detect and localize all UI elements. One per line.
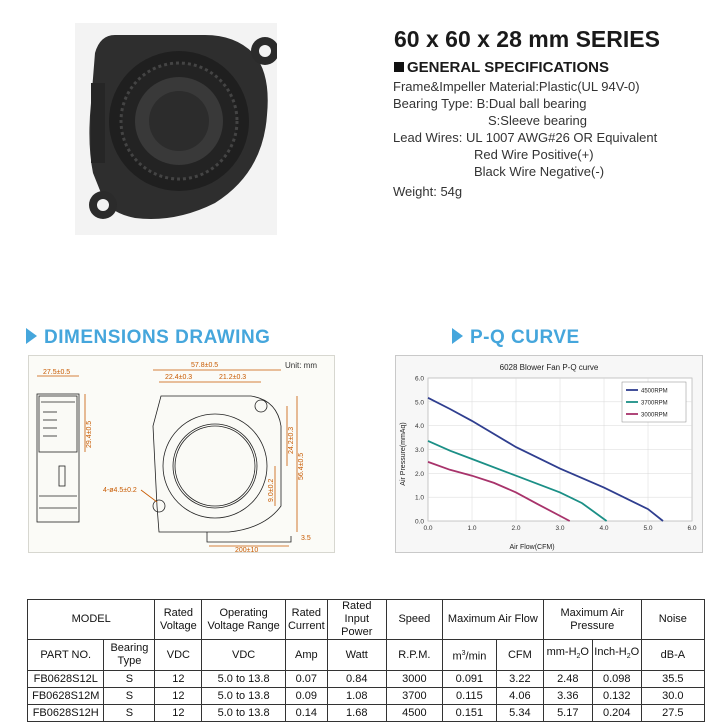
x-tick-label: 1.0 xyxy=(467,525,477,532)
cell-cfm: 4.06 xyxy=(496,688,543,705)
cell-range: 5.0 to 13.8 xyxy=(202,688,286,705)
cell-bearing: S xyxy=(104,671,155,688)
cell-part-no: FB0628S12L xyxy=(28,671,104,688)
cell-m3min: 0.115 xyxy=(442,688,496,705)
table-header-row xyxy=(28,600,705,640)
pq-chart xyxy=(395,355,703,553)
cell-noise: 27.5 xyxy=(641,705,704,722)
dim-wire-strip: 3.5 xyxy=(301,535,311,542)
dim-right-span: 21.2±0.3 xyxy=(219,374,247,381)
dim-side-height: 29.4±0.5 xyxy=(86,420,93,448)
general-specs-heading xyxy=(394,59,609,76)
cell-current: 0.09 xyxy=(285,688,327,705)
dim-right-total: 56.4±0.5 xyxy=(298,452,305,480)
y-tick-label: 3.0 xyxy=(414,447,424,454)
y-tick-label: 4.0 xyxy=(414,423,424,431)
chart-title: 6028 Blower Fan P-Q curve xyxy=(499,363,599,372)
pq-heading xyxy=(452,327,580,349)
cell-speed: 4500 xyxy=(386,705,442,722)
product-photo xyxy=(75,23,277,235)
th-unit-dba: dB-A xyxy=(641,640,704,671)
th-unit-vdc: VDC xyxy=(155,640,202,671)
cell-voltage: 12 xyxy=(155,671,202,688)
th-unit-vdc-range: VDC xyxy=(202,640,286,671)
spec-black-wire: Black Wire Negative(-) xyxy=(474,164,605,179)
th-unit-mmh2o: $mm-H_2O$ xyxy=(543,640,592,671)
dim-lower: 9.0±0.2 xyxy=(268,478,275,502)
cell-power: 1.68 xyxy=(327,705,386,722)
x-tick-label: 2.0 xyxy=(511,525,521,532)
cell-power: 1.08 xyxy=(327,688,386,705)
th-operating-voltage: Operating Voltage Range xyxy=(202,600,286,640)
table-row xyxy=(28,671,705,688)
cell-inchh2o: 0.098 xyxy=(592,671,641,688)
spec-table xyxy=(27,599,705,722)
cell-m3min: 0.091 xyxy=(442,671,496,688)
table-unit-row xyxy=(28,640,705,671)
spec-frame: Frame&Impeller Material:Plastic(UL 94V-0) xyxy=(393,79,640,94)
x-tick-label: 5.0 xyxy=(643,525,653,532)
spec-weight: Weight: 54g xyxy=(393,184,463,199)
cell-speed: 3000 xyxy=(386,671,442,688)
y-tick-label: 1.0 xyxy=(414,494,424,502)
th-max-pressure: Maximum Air Pressure xyxy=(543,600,641,640)
dimensions-drawing xyxy=(28,355,335,553)
th-unit-cfm: CFM xyxy=(496,640,543,671)
pq-heading-label: P-Q CURVE xyxy=(470,327,580,348)
cell-mmh2o: 5.17 xyxy=(543,705,592,722)
dimensions-heading xyxy=(26,327,270,349)
legend-label: 3700RPM xyxy=(641,400,668,407)
cell-range: 5.0 to 13.8 xyxy=(202,671,286,688)
dim-wire-length: 200±10 xyxy=(235,547,259,552)
th-bearing-type: Bearing Type xyxy=(104,640,155,671)
legend-label: 3000RPM xyxy=(641,412,668,419)
cell-noise: 30.0 xyxy=(641,688,704,705)
cell-inchh2o: 0.204 xyxy=(592,705,641,722)
legend-label: 4500RPM xyxy=(641,388,668,395)
y-tick-label: 6.0 xyxy=(414,375,424,383)
cell-part-no: FB0628S12H xyxy=(28,705,104,722)
dim-right-a: 24.2±0.3 xyxy=(288,426,295,454)
th-unit-watt: Watt xyxy=(327,640,386,671)
cell-bearing: S xyxy=(104,688,155,705)
th-unit-m3min: $m^3/\min$ xyxy=(442,640,496,671)
cell-voltage: 12 xyxy=(155,688,202,705)
dim-side-width: 27.5±0.5 xyxy=(43,369,71,376)
dim-total-width: 57.8±0.5 xyxy=(191,362,219,369)
th-rated-power: Rated Input Power xyxy=(327,600,386,640)
th-unit-amp: Amp xyxy=(285,640,327,671)
pq-chart-svg xyxy=(396,356,702,552)
y-tick-label: 0.0 xyxy=(414,518,424,526)
cell-cfm: 5.34 xyxy=(496,705,543,722)
y-tick-label: 2.0 xyxy=(414,470,424,478)
th-noise: Noise xyxy=(641,600,704,640)
cell-speed: 3700 xyxy=(386,688,442,705)
th-unit-rpm: R.P.M. xyxy=(386,640,442,671)
cell-noise: 35.5 xyxy=(641,671,704,688)
cell-voltage: 12 xyxy=(155,705,202,722)
triangle-bullet-icon xyxy=(452,328,463,344)
series-title: 60 x 60 x 28 mm SERIES xyxy=(394,26,660,52)
y-tick-label: 5.0 xyxy=(414,399,424,407)
cell-bearing: S xyxy=(104,705,155,722)
y-axis-label: Air Pressure(mmAq) xyxy=(400,422,407,486)
dimensions-heading-label: DIMENSIONS DRAWING xyxy=(44,327,271,348)
cell-power: 0.84 xyxy=(327,671,386,688)
cell-current: 0.14 xyxy=(285,705,327,722)
x-tick-label: 6.0 xyxy=(687,525,697,532)
th-max-airflow: Maximum Air Flow xyxy=(442,600,543,640)
th-model: MODEL xyxy=(28,600,155,640)
spec-red-wire: Red Wire Positive(+) xyxy=(474,147,594,162)
general-specs-label: GENERAL SPECIFICATIONS xyxy=(407,59,609,76)
dim-left-span: 22.4±0.3 xyxy=(165,374,193,381)
th-rated-current: Rated Current xyxy=(285,600,327,640)
spec-bearing-s: S:Sleeve bearing xyxy=(488,113,588,128)
square-bullet-icon xyxy=(394,62,404,72)
x-tick-label: 0.0 xyxy=(423,525,433,532)
x-axis-label: Air Flow(CFM) xyxy=(509,544,555,551)
cell-m3min: 0.151 xyxy=(442,705,496,722)
spec-lead-wires: Lead Wires: UL 1007 AWG#26 OR Equivalent xyxy=(393,130,658,145)
th-rated-voltage: Rated Voltage xyxy=(155,600,202,640)
th-part-no: PART NO. xyxy=(28,640,104,671)
cell-inchh2o: 0.132 xyxy=(592,688,641,705)
cell-current: 0.07 xyxy=(285,671,327,688)
cell-mmh2o: 2.48 xyxy=(543,671,592,688)
cell-cfm: 3.22 xyxy=(496,671,543,688)
th-unit-inchh2o: Inch-$H_2O$ xyxy=(592,640,641,671)
x-tick-label: 4.0 xyxy=(599,525,609,532)
table-row xyxy=(28,688,705,705)
unit-label: Unit: mm xyxy=(285,361,317,370)
cell-part-no: FB0628S12M xyxy=(28,688,104,705)
th-speed: Speed xyxy=(386,600,442,640)
x-tick-label: 3.0 xyxy=(555,525,565,532)
cell-mmh2o: 3.36 xyxy=(543,688,592,705)
triangle-bullet-icon xyxy=(26,328,37,344)
dim-holes: 4-ø4.5±0.2 xyxy=(103,487,137,494)
spec-bearing-b: Bearing Type: B:Dual ball bearing xyxy=(393,96,587,111)
cell-range: 5.0 to 13.8 xyxy=(202,705,286,722)
